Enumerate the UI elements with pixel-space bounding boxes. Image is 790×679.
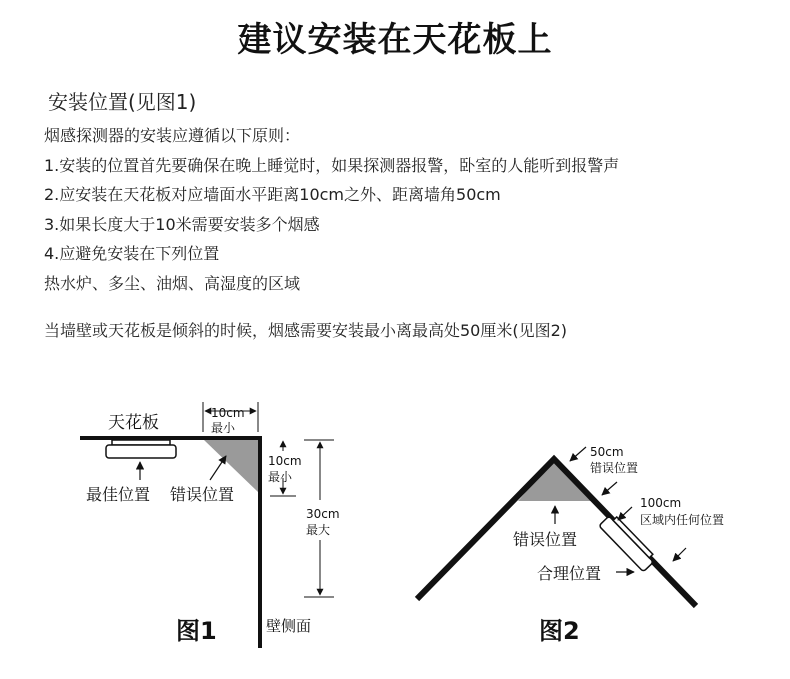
dim-top-sub: 最小	[211, 421, 236, 435]
dim-wall-value: 10cm	[268, 454, 302, 468]
wall-side-label: 壁侧面	[266, 617, 312, 635]
section-heading: 安装位置(见图1)	[48, 90, 197, 114]
page-title: 建议安装在天花板上	[237, 20, 553, 60]
dim-wall-sub: 最小	[268, 470, 293, 484]
peak-wrong-zone	[518, 459, 592, 501]
range-arrow-top	[618, 507, 632, 520]
peak-lower-arrow	[602, 482, 617, 495]
ceiling-label: 天花板	[108, 413, 159, 433]
range-sub: 区域内任何位置	[640, 513, 725, 527]
peak-arrow	[570, 447, 586, 461]
principle-item-3: 3.如果长度大于10米需要安装多个烟感	[44, 214, 320, 234]
principle-item-1: 1.安装的位置首先要确保在晚上睡觉时，如果探测器报警，卧室的人能听到报警声	[44, 155, 620, 175]
wrong-position-label-2: 错误位置	[513, 530, 578, 549]
ok-position-label: 合理位置	[537, 564, 602, 583]
principle-item-2: 2.应安装在天花板对应墙面水平距离10cm之外、距离墙角50cm	[44, 185, 501, 204]
range-arrow-bottom	[673, 548, 686, 561]
peak-value: 50cm	[590, 445, 624, 459]
peak-sub: 错误位置	[590, 461, 639, 475]
best-position-label: 最佳位置	[86, 485, 151, 504]
figure-2-caption: 图2	[539, 617, 580, 645]
slope-note: 当墙壁或天花板是倾斜的时候，烟感需要安装最小离最高处50厘米(见图2)	[44, 321, 568, 340]
smoke-detector-best	[106, 440, 176, 458]
figure-2	[417, 445, 724, 645]
wrong-arrow	[210, 456, 226, 480]
dim-max-value: 30cm	[306, 507, 340, 521]
figure-1	[80, 402, 340, 648]
wrong-position-label: 错误位置	[170, 485, 235, 504]
dim-top-value: 10cm	[211, 406, 245, 420]
dim-max-sub: 最大	[306, 523, 331, 537]
principles-intro: 烟感探测器的安装应遵循以下原则：	[44, 126, 301, 145]
avoid-locations: 热水炉、多尘、油烟、高湿度的区域	[44, 273, 301, 293]
figure-1-caption: 图1	[176, 617, 217, 645]
range-value: 100cm	[640, 496, 682, 510]
principle-item-4: 4.应避免安装在下列位置	[44, 244, 220, 263]
